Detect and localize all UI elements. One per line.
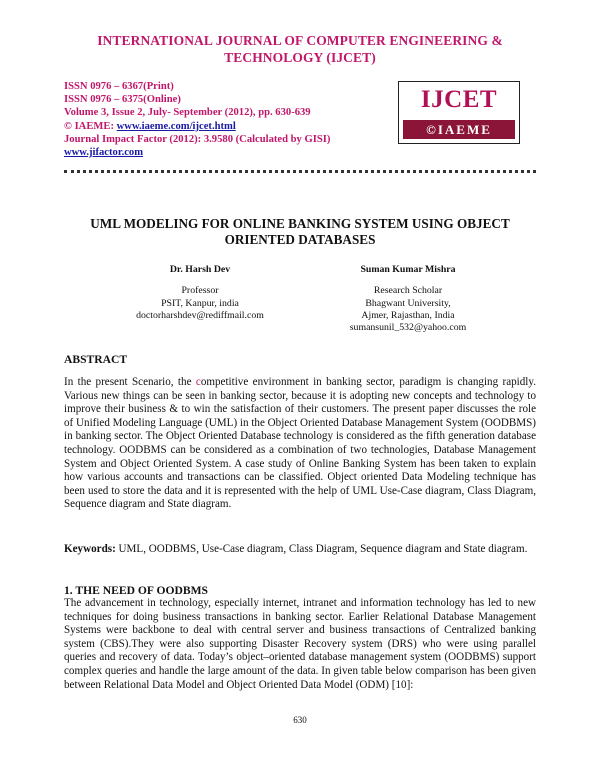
- abstract-heading: ABSTRACT: [64, 353, 128, 366]
- journal-title-line-1: INTERNATIONAL JOURNAL OF COMPUTER ENGINEERING &: [97, 33, 503, 48]
- volume-info: Volume 3, Issue 2, July- September (2012), pp. 630-639: [64, 107, 311, 119]
- logo-publisher-band: ©IAEME: [403, 120, 515, 139]
- abstract-text-rest: ompetitive environment in banking sector, paradigm is changing rapidly. Various new things can be seen in banking sector, because it is adopting new concepts and technology to improve their business & to win the satisfaction of their customers. The present paper discusses the role of Unified Modeling Language (UML) in the Object Oriented Database Management System (OODBMS) in banking sector. The Object Oriented Database technology is considered as the fifth generation database technology. OODBMS can be considered as a combination of two technologies, Database Management System and Object Oriented System. A case study of Online Banking System has been taken to explain how various accounts and transactions can be classified. Object oriented Data Modeling technique has been used to store the data and it is represented with the help of UML Use-Case diagram, Class Diagram, Sequence diagram and State diagram.: [64, 376, 536, 511]
- keywords-label: Keywords:: [64, 543, 116, 555]
- keywords: [64, 543, 536, 557]
- author-affiliation: PSIT, Kanpur, india: [161, 297, 239, 309]
- ijcet-logo: [398, 81, 520, 144]
- iaeme-prefix: © IAEME:: [64, 120, 117, 132]
- author-location: Ajmer, Rajasthan, India: [361, 309, 455, 321]
- paper-title-line-1: UML MODELING FOR ONLINE BANKING SYSTEM USING OBJECT: [90, 216, 510, 231]
- section-1-heading: 1. THE NEED OF OODBMS: [64, 584, 208, 597]
- keywords-text: UML, OODBMS, Use-Case diagram, Class Diagram, Sequence diagram and State diagram.: [115, 543, 528, 555]
- abstract-accent-letter: c: [195, 376, 201, 388]
- issn-online: ISSN 0976 – 6375(Online): [64, 94, 181, 106]
- abstract-text: [64, 376, 536, 512]
- author-email: sumansunil_532@yahoo.com: [349, 322, 467, 334]
- jifactor-link[interactable]: www.jifactor.com: [64, 147, 144, 159]
- impact-factor: Journal Impact Factor (2012): 3.9580 (Calculated by GISI): [64, 133, 331, 145]
- issn-print: ISSN 0976 – 6367(Print): [64, 81, 174, 92]
- issn-block: [64, 80, 394, 159]
- journal-title-line-2: TECHNOLOGY (IJCET): [224, 50, 376, 65]
- author-affiliation: Bhagwant University,: [365, 297, 451, 309]
- iaeme-link[interactable]: www.iaeme.com/ijcet.html: [116, 120, 236, 132]
- journal-title: [60, 32, 540, 66]
- abstract-text-lead: In the present Scenario, the: [64, 376, 196, 388]
- author-position: Professor: [181, 285, 219, 297]
- author-block-1: [120, 264, 280, 322]
- paper-title: [64, 216, 536, 248]
- section-1-text: The advancement in technology, especially internet, intranet and information technology has led to new techniques for doing business transactions in banking sector. Earlier Relational Database Management Systems were backbone to deal with central server and business transactions of Centralized banking system (CBS).They were also supporting Disaster Recovery system (DRS) who were using parallel queries and recovery of data. Today’s object–oriented database management system (OODBMS) support complex queries and handle the large amount of the data. In given table below comparison has been given between Relational Data Model and Object Oriented Data Model (ODM) [10]:: [64, 597, 536, 691]
- author-name: Suman Kumar Mishra: [360, 264, 456, 275]
- logo-title: IJCET: [420, 86, 498, 113]
- author-block-2: [320, 264, 496, 334]
- page-number: 630: [293, 715, 307, 725]
- header-divider: [64, 170, 536, 173]
- paper-title-line-2: ORIENTED DATABASES: [224, 232, 376, 247]
- author-email: doctorharshdev@rediffmail.com: [136, 309, 264, 321]
- author-position: Research Scholar: [373, 285, 443, 297]
- iaeme-line: [64, 120, 394, 133]
- author-name: Dr. Harsh Dev: [169, 264, 231, 275]
